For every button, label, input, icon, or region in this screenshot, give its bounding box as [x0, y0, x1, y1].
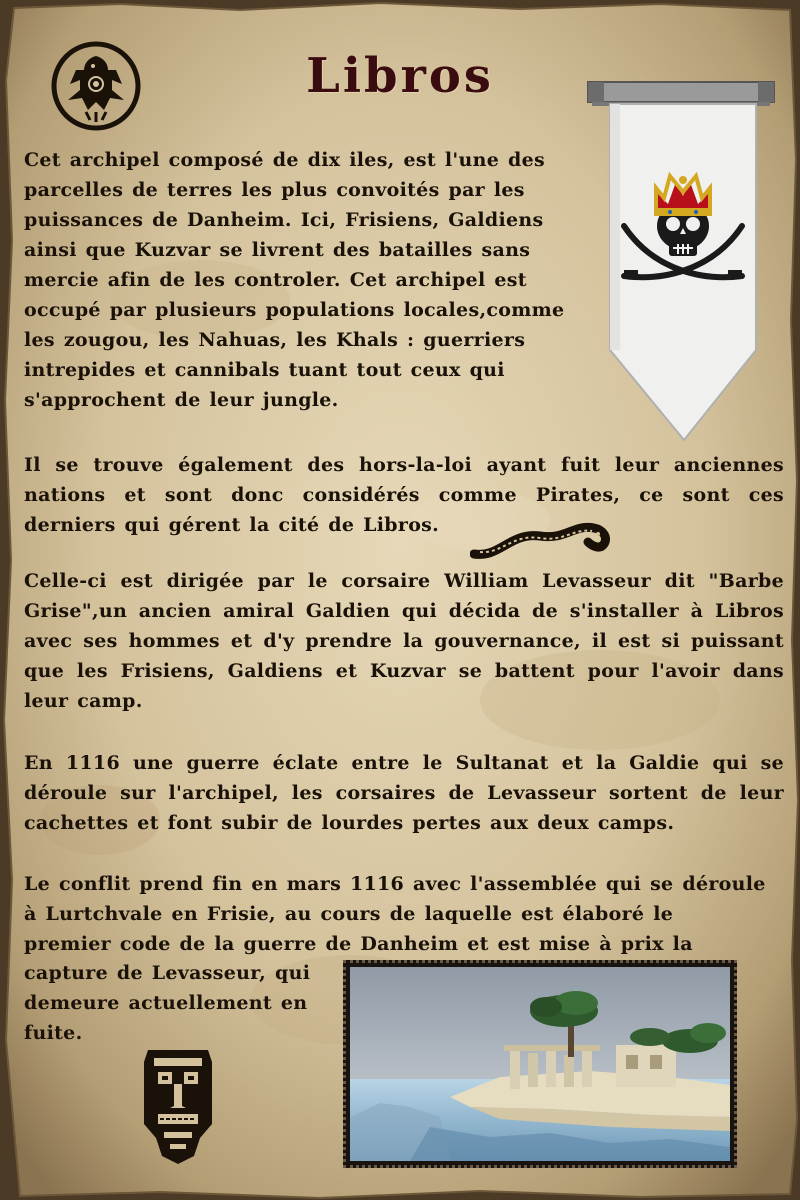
paragraph-pirates: Il se trouve également des hors-la-loi ayant fuit leur anciennes nations et sont donc considérés comme Pirates, ce sont ces derniers qui gérent la cité de Libros. [24, 454, 784, 536]
island-ruins-image [350, 967, 730, 1161]
paragraph-levasseur: Celle-ci est dirigée par le corsaire William Levasseur dit "Barbe Grise",un ancien amiral Galdien qui décida de s'installer à Libros avec ses hommes et d'y prendre la gouvernance, il est si puissant que les Frisiens, Galdiens et Kuzvar se battent pour l'avoir dans leur camp. [24, 570, 784, 712]
paragraph-line: Le conflit prend fin en mars 1116 avec l'assemblée qui se déroule [24, 873, 766, 895]
paragraph-conflict-end [24, 869, 784, 959]
paragraph-war-1116: En 1116 une guerre éclate entre le Sultanat et la Galdie qui se déroule sur l'archipel, les corsaires de Levasseur sortent de leur cachettes et font subir de lourdes pertes aux deux camps. [24, 752, 784, 834]
island-ruins-screenshot [343, 960, 737, 1168]
tribal-mask-icon [130, 1042, 226, 1166]
page-title: Libros [306, 48, 494, 104]
paragraph-line: à Lurtchvale en Frisie, au cours de laquelle est élaboré le [24, 903, 674, 925]
pirate-banner [584, 76, 780, 446]
serpent-ornament [470, 518, 610, 562]
paragraph-archipelago: Cet archipel composé de dix iles, est l'une des parcelles de terres les plus convoités par les puissances de Danheim. Ici, Frisiens, Galdiens ainsi que Kuzvar se livrent des batailles sans mercie afin de les controler. Cet archipel est occupé par plusieurs populations locales,comme les zougou, les Nahuas, les Khals : guerriers intrepides et cannibals tuant tout ceux qui s'approchent de leur jungle. [24, 149, 565, 411]
paragraph-conflict-tail: capture de Levasseur, qui demeure actuellement en fuite. [24, 962, 311, 1044]
paragraph-line: premier code de la guerre de Danheim et est mise à prix la [24, 933, 693, 955]
